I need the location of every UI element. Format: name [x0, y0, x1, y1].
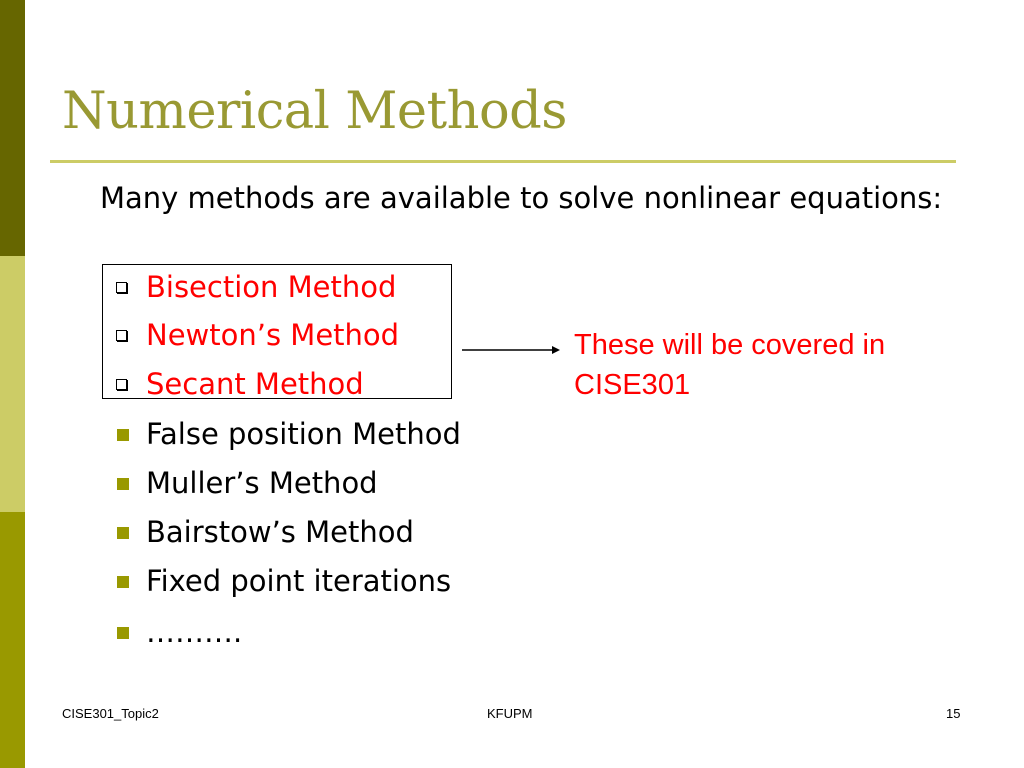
- checkbox-bullet-icon: [116, 282, 127, 293]
- list-item-label: False position Method: [146, 417, 461, 451]
- title-divider: [50, 160, 956, 163]
- list-item-label: Bairstow’s Method: [146, 515, 414, 549]
- sidebar-segment-dark: [0, 0, 25, 256]
- square-bullet-icon: [117, 527, 129, 539]
- footer-course: CISE301_Topic2: [62, 706, 159, 721]
- page-number: 15: [946, 706, 961, 721]
- list-item-label: Newton’s Method: [146, 318, 400, 352]
- intro-text: Many methods are available to solve nonlinear equations:: [100, 181, 943, 215]
- square-bullet-icon: [117, 429, 129, 441]
- square-bullet-icon: [117, 576, 129, 588]
- arrow-right-icon: [462, 340, 562, 360]
- annotation-note: These will be covered in CISE301: [574, 329, 886, 401]
- list-item-label: Bisection Method: [146, 270, 397, 304]
- list-item-label: Fixed point iterations: [146, 564, 452, 598]
- sidebar-segment-light: [0, 256, 25, 512]
- slide-title: Numerical Methods: [62, 82, 567, 141]
- checkbox-bullet-icon: [116, 379, 127, 390]
- footer-institution: KFUPM: [487, 706, 533, 721]
- list-item-label: Muller’s Method: [146, 466, 378, 500]
- square-bullet-icon: [117, 478, 129, 490]
- square-bullet-icon: [117, 627, 129, 639]
- sidebar-stripe: [0, 0, 25, 768]
- list-item-label: Secant Method: [146, 367, 364, 401]
- checkbox-bullet-icon: [116, 330, 127, 341]
- sidebar-segment-mid: [0, 512, 25, 768]
- list-item-label: ……….: [146, 615, 243, 649]
